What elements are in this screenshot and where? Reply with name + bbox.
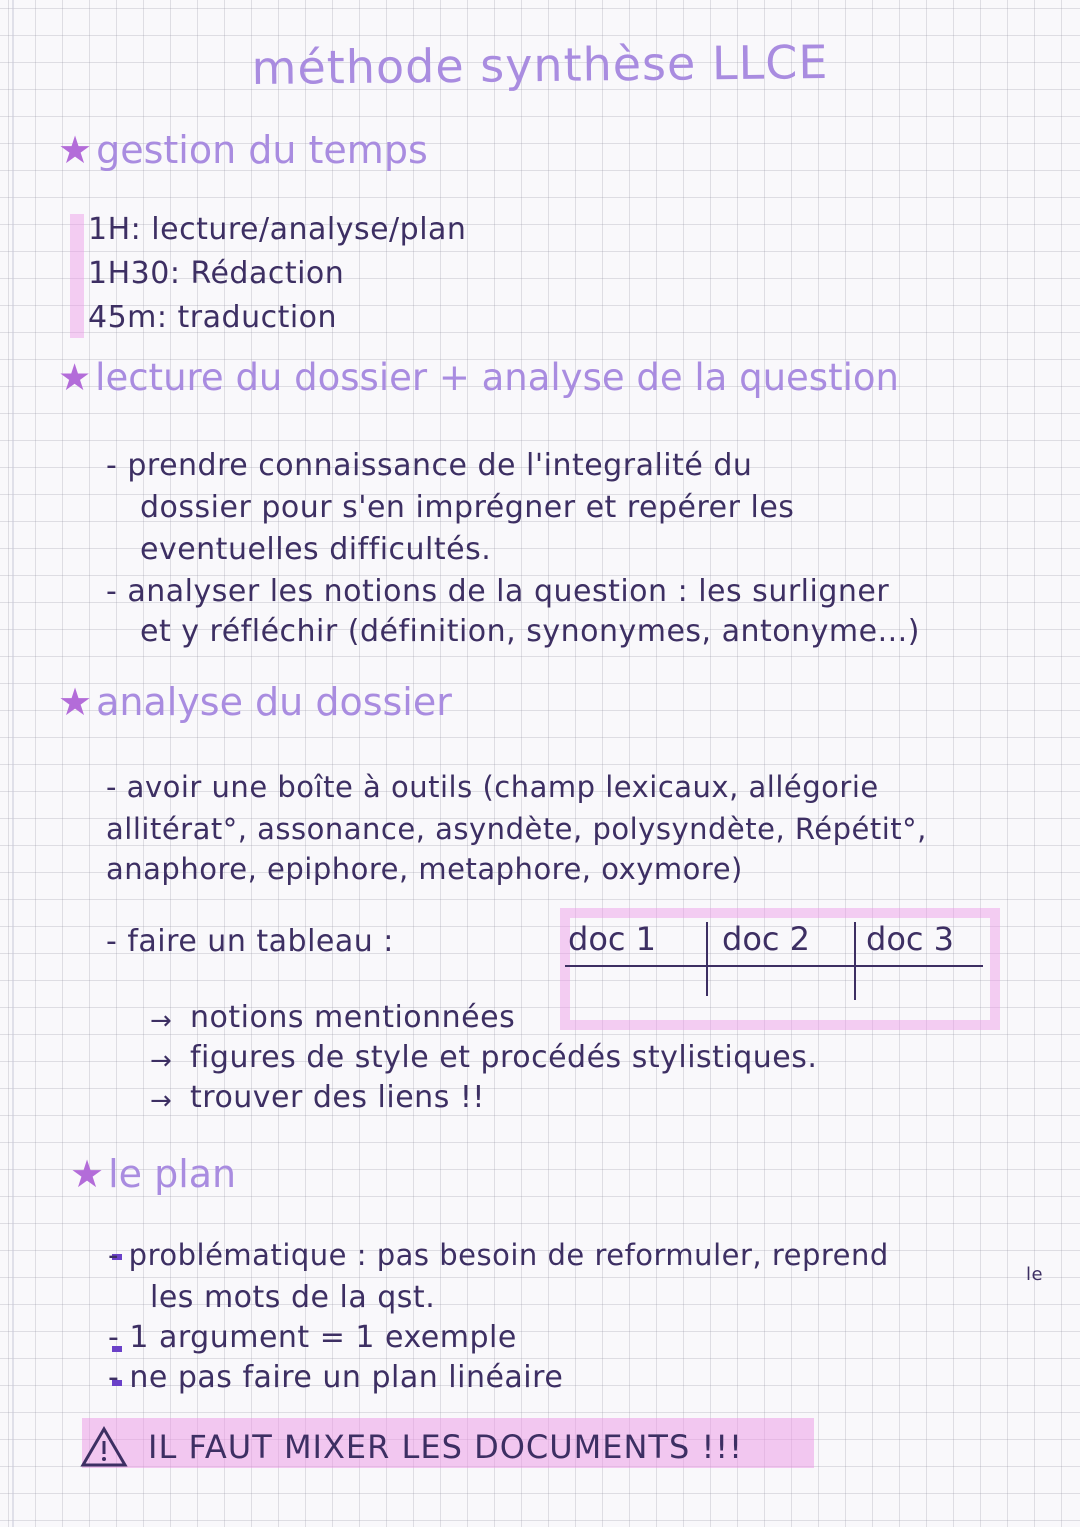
- time-line-2: 1H30: Rédaction: [88, 256, 345, 291]
- reading-line-2: dossier pour s'en imprégner et repérer les: [140, 490, 795, 525]
- page-margin: [12, 0, 14, 1527]
- warning-icon: [80, 1426, 128, 1468]
- section-heading-time: ★ gestion du temps: [58, 128, 428, 172]
- plan-line-2: les mots de la qst.: [150, 1280, 436, 1315]
- star-icon: ★: [58, 680, 93, 724]
- star-icon: ★: [58, 128, 93, 172]
- table-separator: [854, 922, 856, 1000]
- plan-side-note: le: [1026, 1264, 1044, 1285]
- time-line-3: 45m: traduction: [88, 300, 338, 335]
- table-intro: - faire un tableau :: [106, 924, 394, 959]
- arrow-item-3: trouver des liens !!: [190, 1080, 485, 1115]
- analysis-line-3: anaphore, epiphore, metaphore, oxymore): [106, 852, 743, 886]
- table-header-doc2: doc 2: [722, 920, 811, 958]
- plan-line-4: - ne pas faire un plan linéaire: [108, 1360, 564, 1395]
- analysis-line-2: allitérat°, assonance, asyndète, polysyndète, Répétit°,: [106, 812, 927, 846]
- plan-line-1: - problématique : pas besoin de reformuler, reprend: [108, 1238, 889, 1272]
- reading-line-5: et y réfléchir (définition, synonymes, antonyme...): [140, 614, 920, 649]
- reading-line-1: - prendre connaissance de l'integralité du: [106, 448, 753, 483]
- star-icon: ★: [58, 356, 92, 399]
- arrow-icon: →: [150, 1006, 172, 1036]
- table-header-doc1: doc 1: [568, 920, 657, 958]
- highlight-bar: [70, 214, 84, 338]
- plan-line-3: - 1 argument = 1 exemple: [108, 1320, 517, 1355]
- section-heading-analysis: ★ analyse du dossier: [58, 680, 452, 724]
- section-heading-plan: ★ le plan: [70, 1152, 237, 1196]
- section-heading-reading: ★ lecture du dossier + analyse de la question: [58, 356, 899, 399]
- table-underline: [565, 965, 983, 967]
- warning-text: IL FAUT MIXER LES DOCUMENTS !!!: [148, 1428, 743, 1466]
- time-line-1: 1H: lecture/analyse/plan: [88, 212, 467, 247]
- star-icon: ★: [70, 1152, 105, 1196]
- arrow-item-1: notions mentionnées: [190, 1000, 516, 1035]
- reading-line-3: eventuelles difficultés.: [140, 532, 492, 567]
- table-header-doc3: doc 3: [866, 920, 955, 958]
- analysis-line-1: - avoir une boîte à outils (champ lexicaux, allégorie: [106, 770, 879, 804]
- arrow-icon: →: [150, 1046, 172, 1076]
- page-title: méthode synthèse LLCE: [251, 34, 829, 96]
- arrow-item-2: figures de style et procédés stylistiques.: [190, 1040, 818, 1075]
- arrow-icon: →: [150, 1086, 172, 1116]
- reading-line-4: - analyser les notions de la question : les surligner: [106, 574, 890, 609]
- table-separator: [706, 922, 708, 996]
